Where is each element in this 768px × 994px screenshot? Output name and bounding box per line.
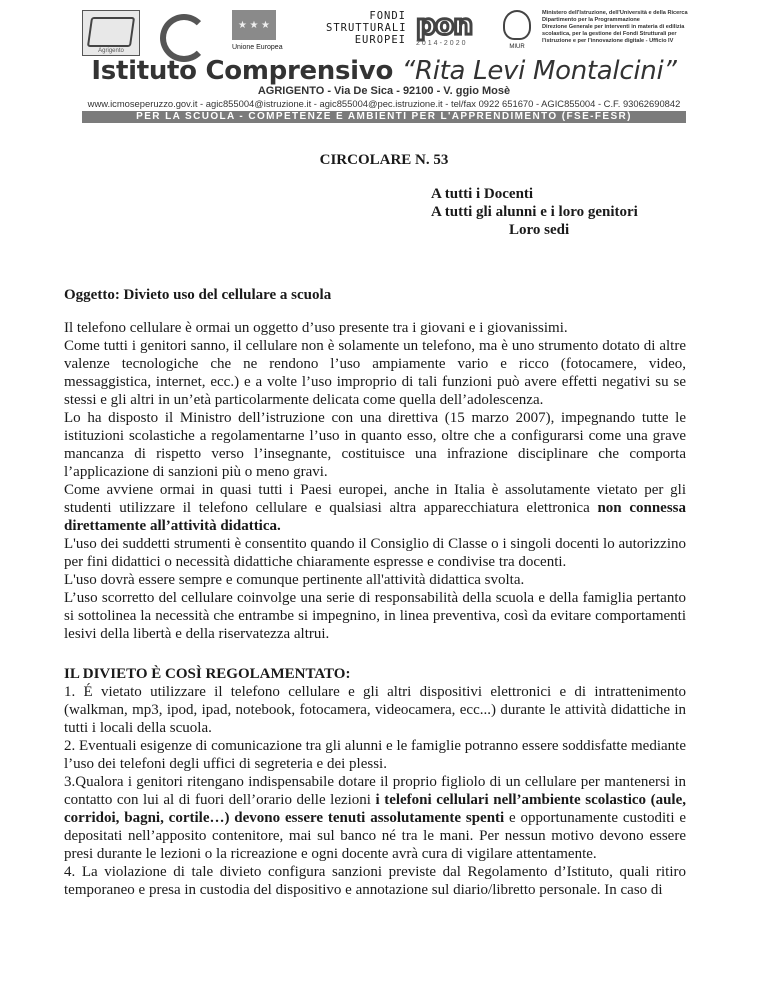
program-banner: PER LA SCUOLA - COMPETENZE E AMBIENTI PER L'APPRENDIMENTO (FSE-FESR) — [82, 111, 686, 123]
rule-item: 4. La violazione di tale divieto configura sanzioni previste dal Regolamento d’Istituto, quali ritiro temporaneo e presa in custodia del dispositivo e annotazione sul diario/libretto personale. In caso di — [64, 864, 686, 898]
rule-item: 1. É vietato utilizzare il telefono cellulare e gli altri dispositivi elettronici e di intrattenimento (walkman, mp3, ipod, ipad, notebook, fotocamera, videocamera, ecc...) durante le attività didattiche in tutti i locali della scuola. — [64, 684, 686, 736]
recipient-line: Loro sedi — [509, 222, 570, 238]
paragraph: L’uso scorretto del cellulare coinvolge una serie di responsabilità della scuola e della famiglia pertanto si sottolinea la necessità che entrambe si impegnino, in linea preventiva, così da evitare comportamenti lesivi della libertà e della riservatezza altrui. — [64, 590, 686, 642]
rule-item: 2. Eventuali esigenze di comunicazione tra gli alunni e le famiglie potranno essere soddisfatte mediante l’uso dei telefoni degli uffici di segreteria e dei plessi. — [64, 738, 686, 772]
bold-text: i telefoni cellulari nell’ambiente scolastico (aule, corridoi, bagni, cortile…) devono essere tenuti assolutamente spenti — [64, 792, 687, 826]
swirl-logo — [152, 10, 207, 54]
rule-text: 3.Qualora i genitori ritengano indispensabile dotare il proprio figliolo di un cellulare per mantenersi in contatto con lui al di fuori dell’orario delle lezioni — [64, 774, 686, 808]
subject-line: Oggetto: Divieto uso del cellulare a scuola — [64, 287, 332, 303]
fondi-strutturali-logo — [326, 10, 406, 56]
ministry-line: Direzione Generale per interventi in materia di edilizia — [542, 24, 685, 30]
fondi-line-3: EUROPEI — [354, 34, 406, 46]
ministry-line: Dipartimento per la Programmazione — [542, 17, 640, 23]
pon-text: pon — [416, 8, 473, 41]
header-logos — [82, 10, 702, 60]
region-logo — [82, 10, 140, 56]
eu-flag-icon: ★ ★ ★ — [232, 10, 276, 40]
recipient-line: A tutti i Docenti — [431, 186, 534, 202]
paragraph: Il telefono cellulare è ormai un oggetto d’uso presente tra i giovani e i giovanissimi. — [64, 320, 568, 336]
ministry-line: Ministero dell'Istruzione, dell'Università e della Ricerca — [542, 10, 688, 16]
paragraph: Come tutti i genitori sanno, il cellulare non è solamente un telefono, ma è uno strumento dotato di altre valenze tecnologiche che ne rendono l’uso ampiamente vario e ricco (fotocamere, video, messaggistica, internet, ecc.) e a volte l’uso improprio di tali funzioni può avere effetti negativi su se stessi e gli altri in un’età particolarmente delicata come quella dell’adolescenza. — [64, 338, 686, 408]
ministry-line: scolastica, per la gestione dei Fondi Strutturali per — [542, 31, 677, 37]
school-prefix: Istituto Comprensivo — [91, 56, 394, 86]
document-body — [64, 319, 686, 899]
miur-logo — [502, 10, 532, 56]
ministry-text — [542, 10, 702, 56]
paragraph: Lo ha disposto il Ministro dell’istruzione con una direttiva (15 marzo 2007), impegnando tutte le istituzioni scolastiche a regolamentarne l’uso in quanto esso, oltre che a configurarsi come una grave mancanza di rispetto verso l’insegnante, costituisce una infrazione disciplinare che comporta l’applicazione di sanzioni più o meno gravi. — [64, 410, 686, 480]
school-address: AGRIGENTO - Via De Sica - 92100 - V. ggio Mosè — [257, 85, 511, 97]
circolare-number: CIRCOLARE N. 53 — [319, 152, 449, 168]
pon-logo — [416, 10, 484, 56]
ministry-line: l'istruzione e per l'innovazione digitale - Ufficio IV — [542, 38, 674, 44]
paragraph: L'uso dovrà essere sempre e comunque pertinente all'attività didattica svolta. — [64, 572, 525, 588]
recipient-line: A tutti gli alunni e i loro genitori — [431, 204, 638, 220]
paragraph-text: Come avviene ormai in quasi tutti i Paesi europei, anche in Italia è assolutamente vietato per gli studenti utilizzare il telefono cellulare e qualsiasi altra apparecchiatura elettronica — [64, 482, 686, 516]
eu-caption: Unione Europea — [232, 44, 283, 51]
pon-years: 2014-2020 — [416, 40, 468, 47]
section-heading: IL DIVIETO È COSÌ REGOLAMENTATO: — [64, 666, 351, 682]
swirl-icon — [160, 14, 208, 62]
eu-logo — [232, 10, 282, 60]
republic-emblem-icon — [503, 10, 531, 40]
recipients — [431, 185, 638, 239]
paragraph: L'uso dei suddetti strumenti è consentito quando il Consiglio di Classe o i singoli docenti lo autorizzino per fini didattici o necessità didattiche chiaramente espresse e condivise tra docenti. — [64, 536, 686, 570]
region-shape-icon — [87, 17, 135, 47]
school-title — [0, 56, 768, 86]
miur-caption: MIUR — [509, 44, 525, 50]
school-contacts: www.icmoseperuzzo.gov.it - agic855004@istruzione.it - agic855004@pec.istruzione.it - tel/fax 0922 651670 - AGIC855004 - C.F. 93062690842 — [87, 98, 681, 109]
region-logo-caption: Agrigento — [98, 48, 124, 54]
paragraph — [64, 481, 686, 535]
fondi-line-2: STRUTTURALI — [326, 22, 407, 34]
rule-item — [64, 773, 686, 863]
fondi-line-1: FONDI — [369, 10, 406, 22]
bold-text: non connessa direttamente all’attività didattica. — [64, 500, 686, 534]
school-name: “Rita Levi Montalcini” — [401, 56, 677, 86]
rule-text: e opportunamente custoditi e depositati nell’apposito contenitore, mai sul banco né tra le mani. Per nessun motivo devono essere presi durante le lezioni o la ricreazione e ogni docente avrà cura di vigilare attentamente. — [64, 810, 686, 862]
